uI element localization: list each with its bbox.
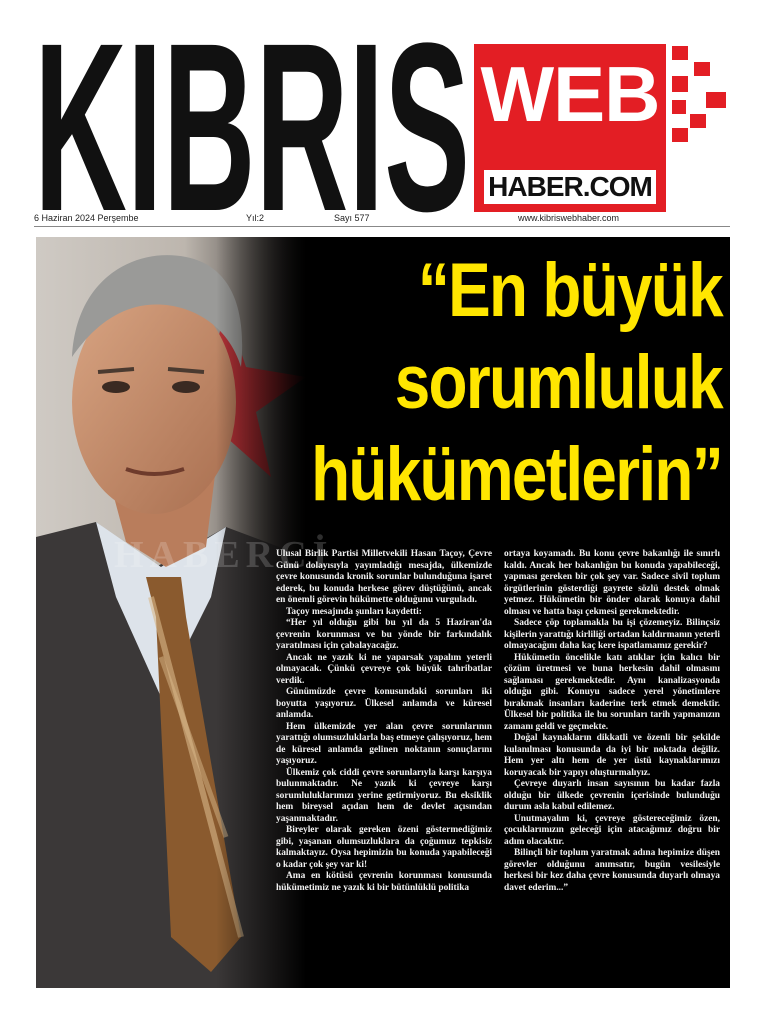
article-paragraph: Hem ülkemizde yer alan çevre sorunlarının yarattığı olumsuzluklarla baş etmeye çalışıyoruz, hem de küresel anlamda gelinen noktanın sonuçlarını yaşıyoruz. — [276, 721, 492, 766]
headline-line-2: sorumluluk — [394, 340, 722, 425]
watermark: HABERCİ — [114, 534, 334, 576]
article-paragraph: Çevreye duyarlı insan sayısının bu kadar fazla olduğu bir ülkede çevrenin içerisinde bulunduğu durum asla kabul edilemez. — [504, 779, 720, 812]
kibris-logo — [34, 20, 474, 220]
web-logo — [474, 44, 666, 212]
masthead-divider — [34, 226, 730, 227]
article-paragraph: ortaya koyamadı. Bu konu çevre bakanlığı ile sınırlı kaldı. Ancak her bakanlığın bu konuda yapabileceği, yapması gereken bir çok şey var. Sadece sivil toplum örgütlerinin gösterdiği gayrete sözlü destek olmak yetmez. Hükümetin bir önder olarak konuya dahil olması ve hatta başı çekmesi gerekmektedir. — [504, 549, 720, 617]
article-paragraph: Ulusal Birlik Partisi Milletvekili Hasan Taçoy, Çevre Günü dolayısıyla yayımladığı mesajda, ülkemizde çevre konusunda kronik sorunlar bulunduğuna işaret ederek, bu konuda herkese görev düştüğünü, ancak en önemli görevin hükümette olduğunu vurguladı. — [276, 549, 492, 605]
article-paragraph: Doğal kaynakların dikkatli ve özenli bir şekilde kulanılması konusunda da iyi bir noktada değiliz. Hem yer altı hem de yer üstü kaynaklarımızı koruyacak bir yapıyı oluşturmalıyız. — [504, 733, 720, 778]
masthead — [0, 0, 760, 240]
web-logo-text: WEB — [480, 50, 660, 138]
site-url[interactable]: www.kibriswebhaber.com — [518, 213, 620, 223]
article-paragraph: Ama en kötüsü çevrenin korunması konusunda hükümetimiz ne yazık ki bir bütünlüklü politika — [276, 871, 492, 893]
article-paragraph: Ancak ne yazık ki ne yaparsak yapalım yeterli olmayacak. Çünkü çevreye çok büyük tahribatlar verdik. — [276, 652, 492, 686]
issue-number: Sayı 577 — [334, 213, 370, 223]
article-paragraph: “Her yıl olduğu gibi bu yıl da 5 Haziran'da çevrenin korunması ve bu yönde bir farkındalık yaratılması için çabalayacağız. — [276, 618, 492, 651]
article-paragraph: Bireyler olarak gereken özeni göstermediğimiz gibi, yaşanan olumsuzluklara da çoğumuz tepkisiz kalmaktayız. Oysa hepimizin bu konuda yapabileceği o kadar çok şey var ki! — [276, 825, 492, 870]
article-paragraph: Ülkemiz çok ciddi çevre sorunlarıyla karşı karşıya bulunmaktadır. Ne yazık ki çevreye karşı sorumluluklarımızı yerine getirmiyoruz. Bu eksiklik hem bireysel açıdan hem de devlet açısından yaşanmaktadır. — [276, 767, 492, 824]
article-paragraph: Unutmayalım ki, çevreye göstereceğimiz özen, çocuklarımızın geleceği için atacağımız doğru bir adım olacaktır. — [504, 813, 720, 847]
haber-logo-box — [484, 170, 656, 204]
article-column-2 — [504, 549, 720, 894]
article-paragraph: Sadece çöp toplamakla bu işi çözemeyiz. Bilinçsiz kişilerin yarattığı kirliliği ortadan kaldırmanın yeterli olmayacağını daha kaç kere ispatlamamız gerekir? — [504, 618, 720, 651]
kibris-logo-text: KIBRIS — [34, 20, 470, 220]
headline — [186, 245, 722, 521]
article-paragraph: Bilinçli bir toplum yaratmak adına hepimize düşen görevler olduğunu anımsatır, bugün vesilesiyle herkesi bir kez daha çevre konusunda duyarlı olmaya davet ederim...” — [504, 848, 720, 893]
issue-year: Yıl:2 — [246, 213, 265, 223]
headline-line-1: “En büyük — [417, 248, 722, 333]
issue-date: 6 Haziran 2024 Perşembe — [34, 213, 139, 223]
article-column-1 — [276, 549, 492, 894]
haber-logo-text: HABER.COM — [488, 171, 652, 202]
headline-line-3: hükümetlerin” — [311, 432, 722, 517]
article-paragraph: Taçoy mesajında şunları kaydetti: — [286, 606, 422, 617]
main-story — [36, 237, 730, 988]
article-paragraph: Hükümetin öncelikle katı atıklar için kalıcı bir çözüm üretmesi ve buna herkesin dahil olmasını sağlaması gerekmektedir. Aynı kanalizasyonda olduğu gibi. Konuyu sadece yerel yönetimlere bırakmak insanları kaderine terk etmek demektir. Ülkesel bir politika ile bu sorunları tarih yapmanızın zamanı geldi ve geçmekte. — [504, 652, 720, 732]
article-paragraph: Günümüzde çevre konusundaki sorunları iki boyutta yaşıyoruz. Ülkesel anlamda ve küresel anlamda. — [276, 687, 492, 720]
issue-info-bar — [34, 213, 730, 227]
